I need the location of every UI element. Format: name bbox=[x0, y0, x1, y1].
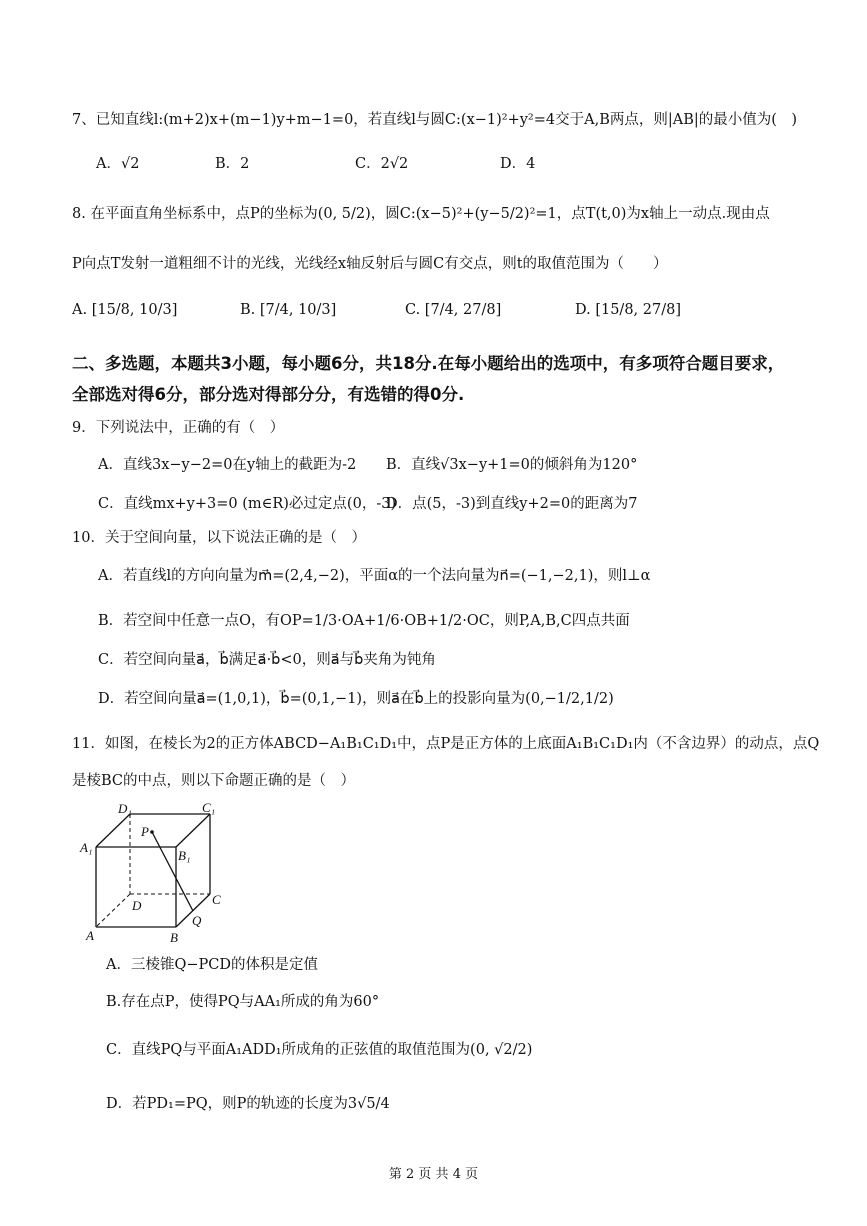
page-footer: 第 2 页 共 4 页 bbox=[388, 1167, 479, 1182]
label-q: Q bbox=[192, 913, 202, 928]
q10-option-d: D．若空间向量a⃗=(1,0,1)，b⃗=(0,1,−1)，则a⃗在b⃗上的投影向量为(0,−1/2,1/2) bbox=[98, 691, 614, 707]
q11-stem-line2: 是棱BC的中点，则以下命题正确的是（ ） bbox=[72, 773, 356, 789]
q8-stem-line1: 8. 在平面直角坐标系中，点P的坐标为(0, 5/2)，圆C:(x−5)²+(y−5/2)²=1，点T(t,0)为x轴上一动点.现由点 bbox=[72, 206, 770, 222]
edge-d-a-hidden bbox=[96, 894, 130, 927]
edge-a1-d1 bbox=[96, 814, 130, 847]
q10-option-b: B．若空间中任意一点O，有OP=1/3·OA+1/6·OB+1/2·OC，则P,A,B,C四点共面 bbox=[98, 613, 630, 629]
q8-option-b: B. [7/4, 10/3] bbox=[240, 302, 337, 318]
q7-option-d: D．4 bbox=[500, 156, 536, 172]
q9-option-c: C．直线mx+y+3=0 (m∈R)必过定点(0，-3) bbox=[98, 496, 397, 512]
q8-stem-line2: P向点T发射一道粗细不计的光线，光线经x轴反射后与圆C有交点，则t的取值范围为（ ） bbox=[72, 256, 668, 272]
cube-figure bbox=[78, 800, 228, 945]
label-d1: D₁ bbox=[118, 801, 132, 816]
q9-option-a: A．直线3x−y−2=0在y轴上的截距为-2 bbox=[98, 457, 357, 473]
q11-option-a: A．三棱锥Q−PCD的体积是定值 bbox=[106, 957, 318, 973]
q11-option-c: C．直线PQ与平面A₁ADD₁所成角的正弦值的取值范围为(0, √2/2) bbox=[106, 1042, 533, 1058]
label-c: C bbox=[212, 892, 221, 907]
section2-heading-line1: 二、多选题，本题共3小题，每小题6分，共18分.在每小题给出的选项中，有多项符合题目要求， bbox=[72, 354, 785, 373]
q7-option-b: B．2 bbox=[215, 156, 250, 172]
label-a1: A₁ bbox=[80, 840, 93, 855]
label-b: B bbox=[170, 930, 178, 945]
q7-option-c: C．2√2 bbox=[355, 156, 409, 172]
q8-option-c: C. [7/4, 27/8] bbox=[405, 302, 502, 318]
segment-pq bbox=[152, 832, 193, 911]
q11-stem-line1: 11．如图，在棱长为2的正方体ABCD−A₁B₁C₁D₁中，点P是正方体的上底面A₁B₁C₁D₁内（不含边界）的动点，点Q bbox=[72, 736, 820, 752]
q10-stem: 10．关于空间向量，以下说法正确的是（ ） bbox=[72, 530, 366, 546]
label-p: P bbox=[141, 824, 149, 839]
point-p bbox=[150, 830, 154, 834]
q8-option-a: A. [15/8, 10/3] bbox=[72, 302, 178, 318]
label-b1: B₁ bbox=[178, 848, 191, 863]
label-c1: C₁ bbox=[202, 800, 216, 815]
q8-option-d: D. [15/8, 27/8] bbox=[575, 302, 681, 318]
q9-option-d: D．点(5，-3)到直线y+2=0的距离为7 bbox=[386, 496, 638, 512]
q9-stem: 9．下列说法中，正确的有（ ） bbox=[72, 420, 285, 436]
q10-option-a: A．若直线l的方向向量为m⃗=(2,4,−2)，平面α的一个法向量为n⃗=(−1,−2,1)，则l⊥α bbox=[98, 568, 651, 584]
edge-c1-b1 bbox=[176, 814, 210, 847]
q10-option-c: C．若空间向量a⃗，b⃗满足a⃗·b⃗<0，则a⃗与b⃗夹角为钝角 bbox=[98, 652, 436, 668]
q11-option-b: B.存在点P，使得PQ与AA₁所成的角为60° bbox=[106, 994, 380, 1010]
section2-heading-line2: 全部选对得6分，部分选对得部分分，有选错的得0分. bbox=[72, 385, 465, 404]
q7-stem: 7、已知直线l:(m+2)x+(m−1)y+m−1=0，若直线l与圆C:(x−1)²+y²=4交于A,B两点，则|AB|的最小值为( ) bbox=[72, 112, 798, 128]
q9-option-b: B．直线√3x−y+1=0的倾斜角为120° bbox=[386, 457, 638, 473]
label-a: A bbox=[86, 928, 94, 943]
q7-option-a: A．√2 bbox=[96, 156, 140, 172]
label-d: D bbox=[132, 898, 142, 913]
q11-option-d: D．若PD₁=PQ，则P的轨迹的长度为3√5/4 bbox=[106, 1096, 390, 1112]
